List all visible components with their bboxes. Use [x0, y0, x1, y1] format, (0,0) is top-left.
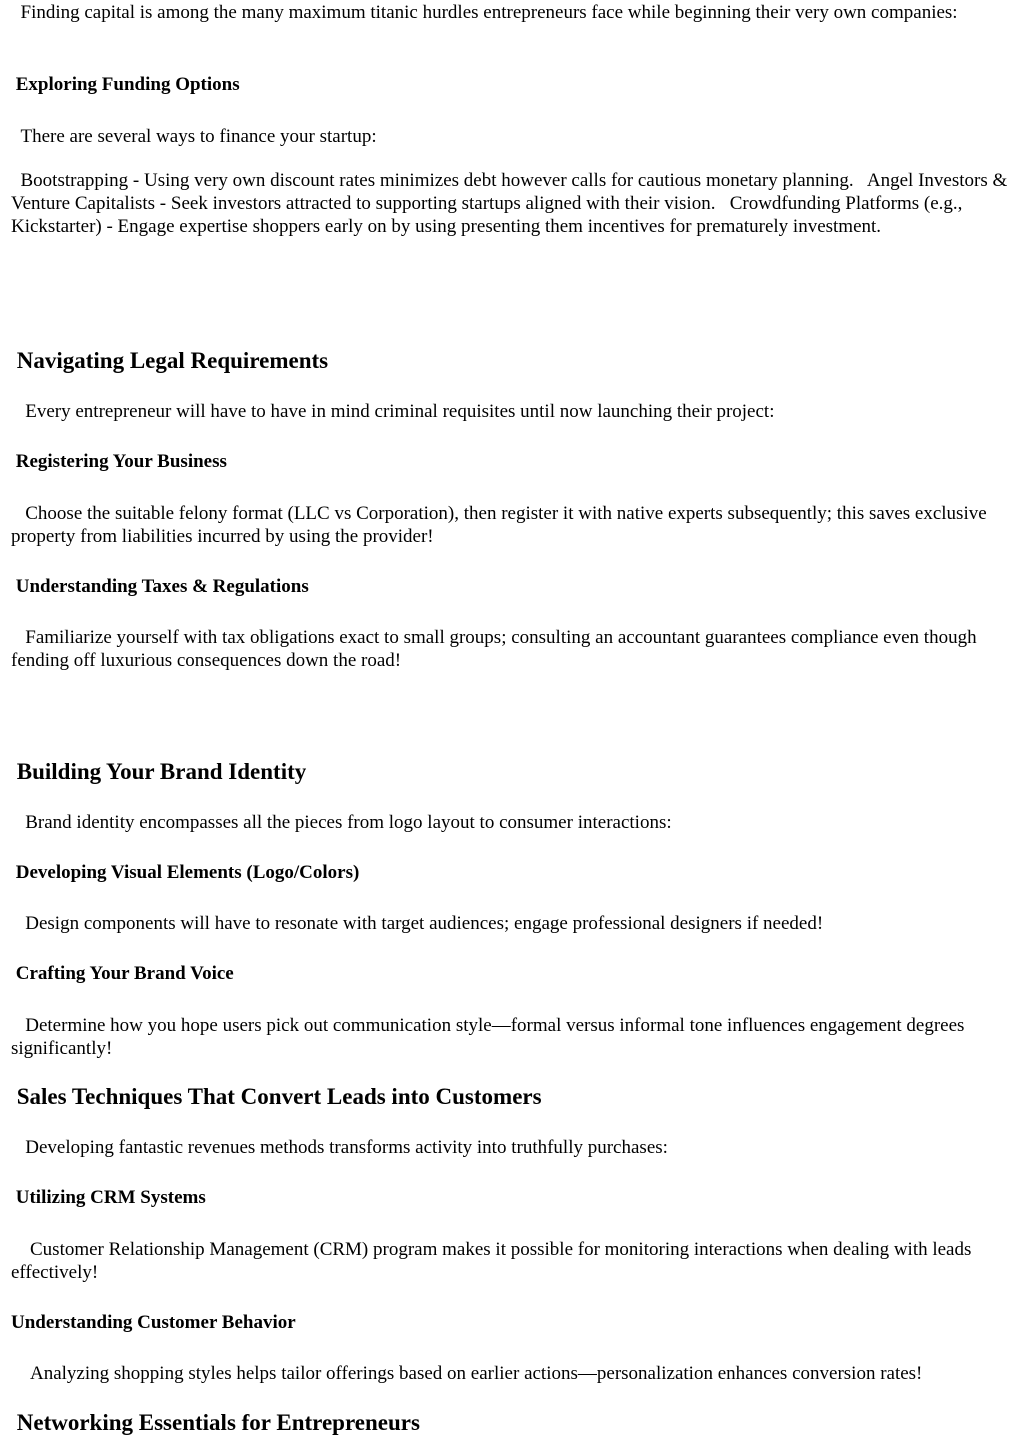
legal-requirements-heading: Navigating Legal Requirements [11, 348, 329, 373]
brand-voice-paragraph: Determine how you hope users pick out communication style—formal versus informal tone influences engagement degrees significantly! [11, 1015, 970, 1059]
visual-elements-paragraph: Design components will have to resonate with target audiences; engage professional designers if needed! [11, 913, 824, 934]
customer-behavior-paragraph: Analyzing shopping styles helps tailor offerings based on earlier actions—personalization enhances conversion rates! [11, 1363, 923, 1384]
brand-identity-intro: Brand identity encompasses all the pieces from logo layout to consumer interactions: [11, 812, 672, 833]
customer-behavior-heading: Understanding Customer Behavior [11, 1312, 296, 1333]
legal-requirements-intro: Every entrepreneur will have to have in mind criminal requisites until now launching their project: [11, 401, 775, 422]
brand-voice-heading: Crafting Your Brand Voice [11, 963, 234, 984]
brand-identity-heading: Building Your Brand Identity [11, 759, 307, 784]
crm-systems-heading: Utilizing CRM Systems [11, 1187, 206, 1208]
registering-business-paragraph: Choose the suitable felony format (LLC vs Corporation), then register it with native experts subsequently; this saves exclusive property from liabilities incurred by using the provider! [11, 503, 992, 547]
registering-business-heading: Registering Your Business [11, 451, 227, 472]
funding-options-paragraph: Bootstrapping - Using very own discount rates minimizes debt however calls for cautious monetary planning. Angel Investors & Venture Capitalists - Seek investors attracted to supporting startups aligned with their vision. Crowdfunding Platforms (e.g., Kickstarter) - Engage expertise shoppers early on by using presenting them incentives for prematurely investment. [11, 170, 1012, 237]
funding-options-heading: Exploring Funding Options [11, 74, 240, 95]
visual-elements-heading: Developing Visual Elements (Logo/Colors) [11, 862, 360, 883]
sales-techniques-intro: Developing fantastic revenues methods transforms activity into truthfully purchases: [11, 1137, 668, 1158]
taxes-regulations-heading: Understanding Taxes & Regulations [11, 576, 309, 597]
intro-paragraph: Finding capital is among the many maximum titanic hurdles entrepreneurs face while beginning their very own companies: [11, 2, 958, 23]
taxes-regulations-paragraph: Familiarize yourself with tax obligations exact to small groups; consulting an accountant guarantees compliance even though fending off luxurious consequences down the road! [11, 627, 982, 671]
crm-systems-paragraph: Customer Relationship Management (CRM) program makes it possible for monitoring interactions when dealing with leads effectively! [11, 1239, 977, 1283]
sales-techniques-heading: Sales Techniques That Convert Leads into Customers [11, 1084, 542, 1109]
funding-options-intro: There are several ways to finance your startup: [11, 126, 377, 147]
networking-essentials-heading: Networking Essentials for Entrepreneurs [11, 1410, 420, 1435]
